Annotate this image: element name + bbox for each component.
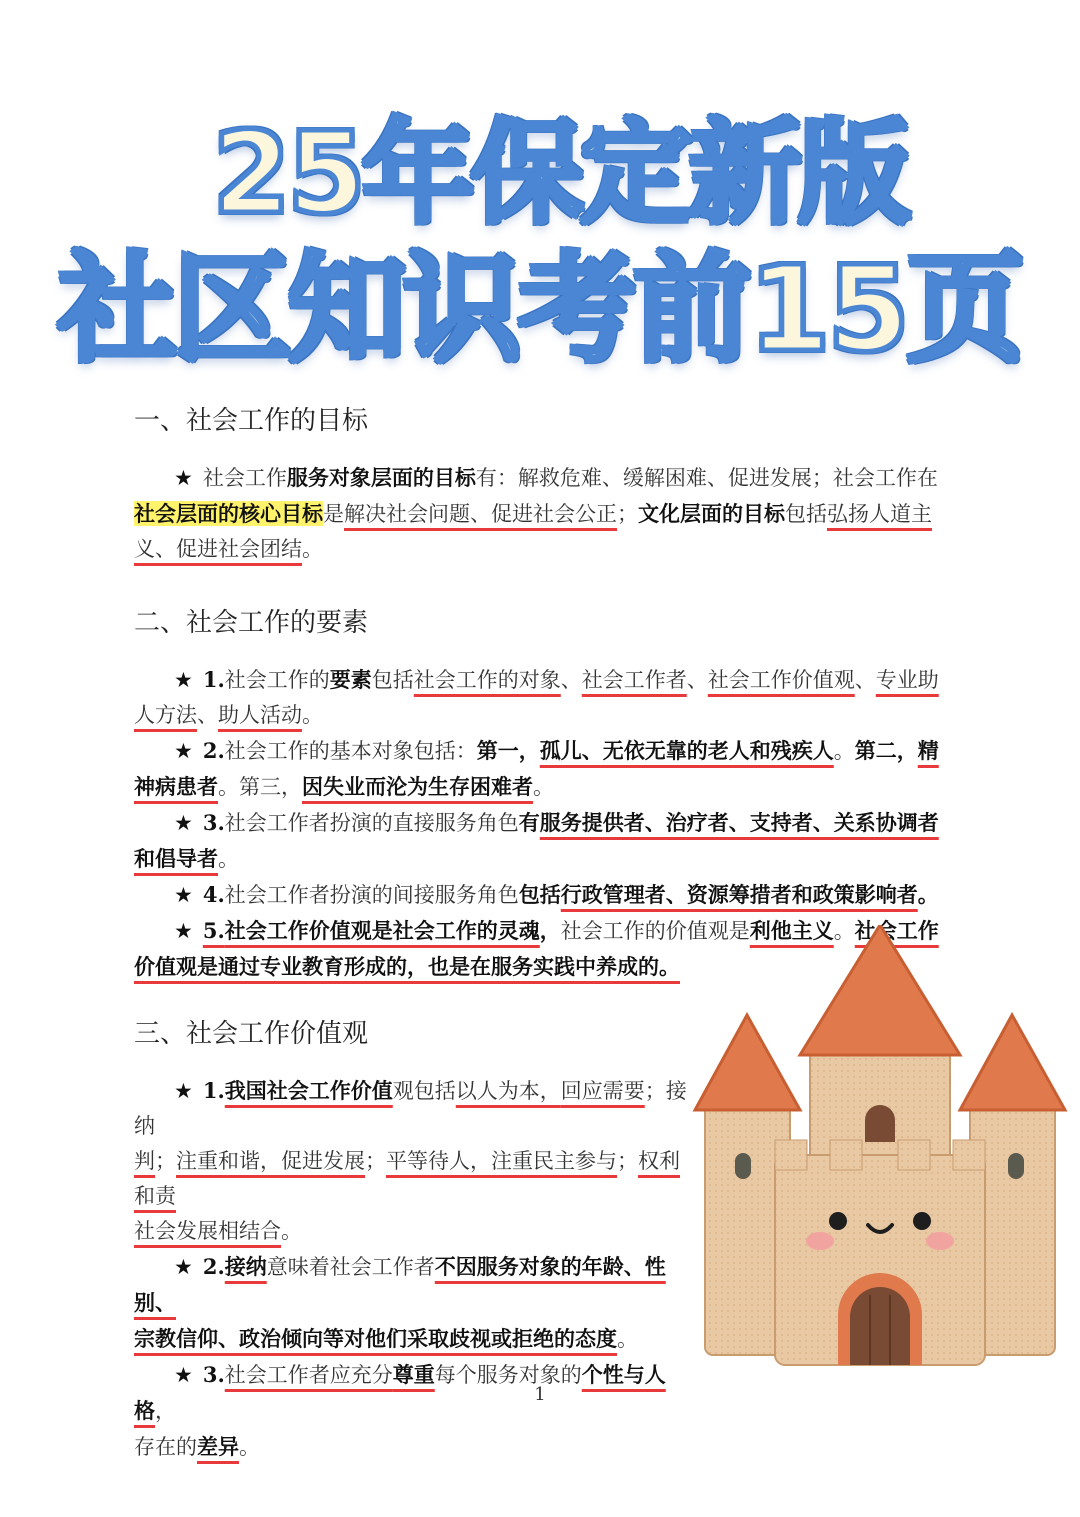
star-icon: ★ xyxy=(174,1255,193,1279)
star-icon: ★ xyxy=(174,1079,193,1103)
title-line-1: 25年保定新版 xyxy=(212,109,908,239)
list-item: ★ 3.社会工作者应充分尊重每个服务对象的个性与人格， 存在的差异。 xyxy=(134,1362,666,1459)
section-heading-3: 三、社会工作价值观 xyxy=(134,1019,369,1049)
list-item: ★ 1.我国社会工作价值观包括以人为本，回应需要；接纳 判；注重和谐，促进发展；平等待人，注重民主参与；权利和责 社会发展相结合。 xyxy=(134,1078,687,1243)
title-line-2: 社区知识考前15页 xyxy=(58,240,1022,378)
star-icon: ★ xyxy=(174,883,193,907)
star-icon: ★ xyxy=(174,668,193,692)
list-item: ★ 4.社会工作者扮演的间接服务角色包括行政管理者、资源筹措者和政策影响者。 xyxy=(174,882,939,907)
star-icon: ★ xyxy=(174,919,193,943)
section-heading-2: 二、社会工作的要素 xyxy=(134,608,369,638)
star-icon: ★ xyxy=(174,1363,193,1387)
list-item: ★ 2.接纳意味着社会工作者不因服务对象的年龄、性别、 宗教信仰、政治倾向等对他们采取歧视或拒绝的态度。 xyxy=(134,1254,666,1351)
section-3-list xyxy=(134,1073,694,1465)
list-item: ★ 2.社会工作的基本对象包括：第一，孤儿、无依无靠的老人和残疾人。第二，精神病患者。第三，因失业而沦为生存困难者。 xyxy=(134,738,939,799)
section-heading-1: 一、社会工作的目标 xyxy=(134,406,369,436)
star-icon: ★ xyxy=(174,739,193,763)
star-icon: ★ xyxy=(174,466,193,490)
list-item: ★ 1.社会工作的要素包括社会工作的对象、社会工作者、社会工作价值观、专业助人方法、助人活动。 xyxy=(134,667,939,727)
page-number: 1 xyxy=(534,1384,546,1405)
castle-mascot-icon xyxy=(690,925,1070,1375)
list-item: ★ 5.社会工作价值观是社会工作的灵魂，社会工作的价值观是利他主义。社会工作价值观是通过专业教育形成的，也是在服务实践中养成的。 xyxy=(134,918,939,979)
section-1-paragraph: ★ 社会工作服务对象层面的目标有：解救危难、缓解困难、促进发展；社会工作在社会层面的核心目标是解决社会问题、促进社会公正；文化层面的目标包括弘扬人道主义、促进社会团结。 xyxy=(134,465,938,561)
star-icon: ★ xyxy=(174,811,193,835)
cover-title xyxy=(0,109,1080,378)
list-item: ★ 3.社会工作者扮演的直接服务角色有服务提供者、治疗者、支持者、关系协调者和倡导者。 xyxy=(134,810,939,871)
